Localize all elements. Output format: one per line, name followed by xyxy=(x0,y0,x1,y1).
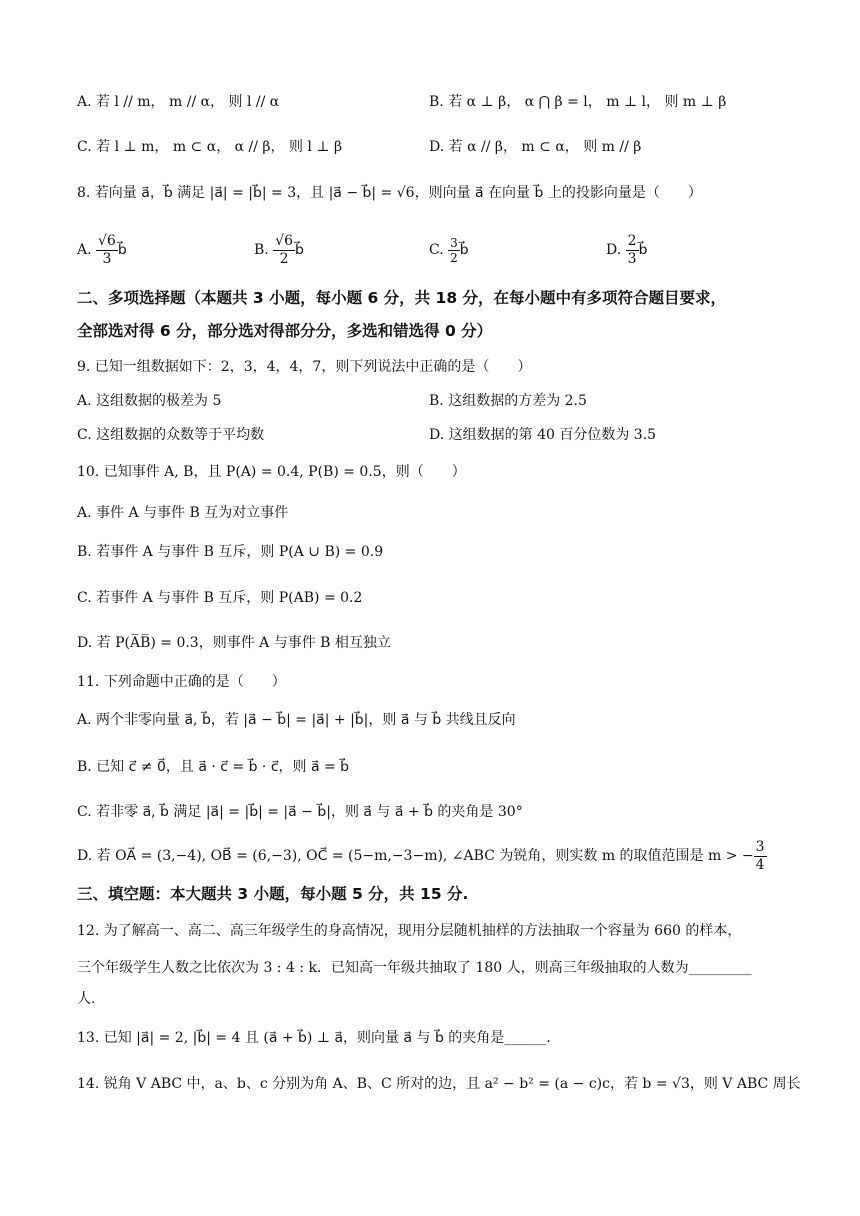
q7-option-a: A. 若 l // m， m // α， 则 l // α xyxy=(77,94,280,110)
q9-option-d: D. 这组数据的第 40 百分位数为 3.5 xyxy=(429,427,657,443)
q9-option-a: A. 这组数据的极差为 5 xyxy=(77,393,222,409)
q8-option-a xyxy=(77,230,127,270)
q11-d-denominator: 4 xyxy=(755,856,765,873)
section3-heading: 三、填空题：本大题共 3 小题，每小题 5 分，共 15 分. xyxy=(77,885,469,903)
q8-a-vector: b⃗ xyxy=(117,242,127,258)
q8-b-numerator: √6 xyxy=(275,232,294,249)
q9-option-c: C. 这组数据的众数等于平均数 xyxy=(77,427,265,443)
q10-option-d: D. 若 P(A̅B̅) = 0.3，则事件 A 与事件 B 相互独立 xyxy=(77,635,391,651)
q8-c-fraction xyxy=(448,236,460,265)
q8-a-numerator: √6 xyxy=(98,232,116,249)
q10-option-c: C. 若事件 A 与事件 B 互斥，则 P(AB) = 0.2 xyxy=(77,590,363,606)
q12-line1: 12. 为了解高一、高二、高三年级学生的身高情况，现用分层随机抽样的方法抽取一个容量为 660 的样本， xyxy=(77,923,742,939)
section2-heading-line2: 全部选对得 6 分，部分选对得部分分，多选和错选得 0 分） xyxy=(77,322,493,340)
q8-d-numerator: 2 xyxy=(627,232,637,249)
q11-d-text: D. 若 OA⃗ = (3,−4), OB⃗ = (6,−3), OC⃗ = (5−m,−3−m), ∠ABC 为锐角，则实数 m 的取值范围是 m > − xyxy=(77,848,754,864)
q10-stem: 10. 已知事件 A, B，且 P(A) = 0.4, P(B) = 0.5，则（ ） xyxy=(77,464,466,480)
q11-d-fraction xyxy=(754,839,767,874)
q8-c-numerator: 3 xyxy=(450,235,458,250)
q8-option-b xyxy=(254,230,304,270)
q11-option-a: A. 两个非零向量 a⃗, b⃗，若 |a⃗ − b⃗| = |a⃗| + |b⃗|，则 a⃗ 与 b⃗ 共线且反向 xyxy=(77,712,516,728)
q9-option-b: B. 这组数据的方差为 2.5 xyxy=(429,393,587,409)
q8-c-vector: b⃗ xyxy=(459,242,469,258)
q8-d-fraction xyxy=(626,233,639,268)
q8-b-fraction xyxy=(273,233,295,268)
q11-d-numerator: 3 xyxy=(755,838,765,855)
q11-option-c: C. 若非零 a⃗, b⃗ 满足 |a⃗| = |b⃗| = |a⃗ − b⃗|，则 a⃗ 与 a⃗ + b⃗ 的夹角是 30° xyxy=(77,804,523,820)
q8-a-denominator: 3 xyxy=(102,250,112,267)
q8-d-vector: b⃗ xyxy=(638,242,648,258)
q9-stem: 9. 已知一组数据如下：2，3，4，4，7，则下列说法中正确的是（ ） xyxy=(77,359,532,375)
q8-b-denominator: 2 xyxy=(279,250,289,267)
q8-a-label: A. xyxy=(77,242,92,258)
q13-line1: 13. 已知 |a⃗| = 2, |b⃗| = 4 且 (a⃗ + b⃗) ⊥ a⃗，则向量 a⃗ 与 b⃗ 的夹角是______. xyxy=(77,1030,551,1046)
q8-b-vector: b⃗ xyxy=(295,242,304,258)
q12-line2: 三个年级学生人数之比依次为 3 : 4 : k．已知高一年级共抽取了 180 人，则高三年级抽取的人数为_________ xyxy=(77,960,752,976)
q8-c-denominator: 2 xyxy=(450,250,458,265)
q8-a-fraction xyxy=(96,233,118,268)
q14-line1: 14. 锐角 V ABC 中，a、b、c 分别为角 A、B、C 所对的边，且 a² − b² = (a − c)c，若 b = √3，则 V ABC 周长 xyxy=(77,1076,801,1092)
q7-option-b: B. 若 α ⊥ β， α ⋂ β = l， m ⊥ l， 则 m ⊥ β xyxy=(429,94,727,110)
q11-stem: 11. 下列命题中正确的是（ ） xyxy=(77,674,286,690)
section2-heading-line1: 二、多项选择题（本题共 3 小题，每小题 6 分，共 18 分，在每小题中有多项符合题目要求， xyxy=(77,289,727,307)
q7-option-c: C. 若 l ⊥ m， m ⊂ α， α // β， 则 l ⊥ β xyxy=(77,139,343,155)
q11-option-b: B. 已知 c⃗ ≠ 0⃗，且 a⃗ · c⃗ = b⃗ · c⃗，则 a⃗ = b⃗ xyxy=(77,759,350,775)
q10-option-b: B. 若事件 A 与事件 B 互斥，则 P(A ∪ B) = 0.9 xyxy=(77,544,384,560)
q12-line3: 人. xyxy=(77,991,96,1007)
q8-stem: 8. 若向量 a⃗，b⃗ 满足 |a⃗| = |b⃗| = 3，且 |a⃗ − b⃗| = √6，则向量 a⃗ 在向量 b⃗ 上的投影向量是（ ） xyxy=(77,185,702,201)
q8-b-label: B. xyxy=(254,242,269,258)
q11-option-d xyxy=(77,836,767,876)
q8-d-denominator: 3 xyxy=(627,250,637,267)
q8-option-d xyxy=(606,230,647,270)
q10-option-a: A. 事件 A 与事件 B 互为对立事件 xyxy=(77,505,289,521)
q7-option-d: D. 若 α // β， m ⊂ α， 则 m // β xyxy=(429,139,642,155)
q8-c-label: C. xyxy=(429,242,444,258)
q8-option-c xyxy=(429,230,469,270)
q8-d-label: D. xyxy=(606,242,622,258)
